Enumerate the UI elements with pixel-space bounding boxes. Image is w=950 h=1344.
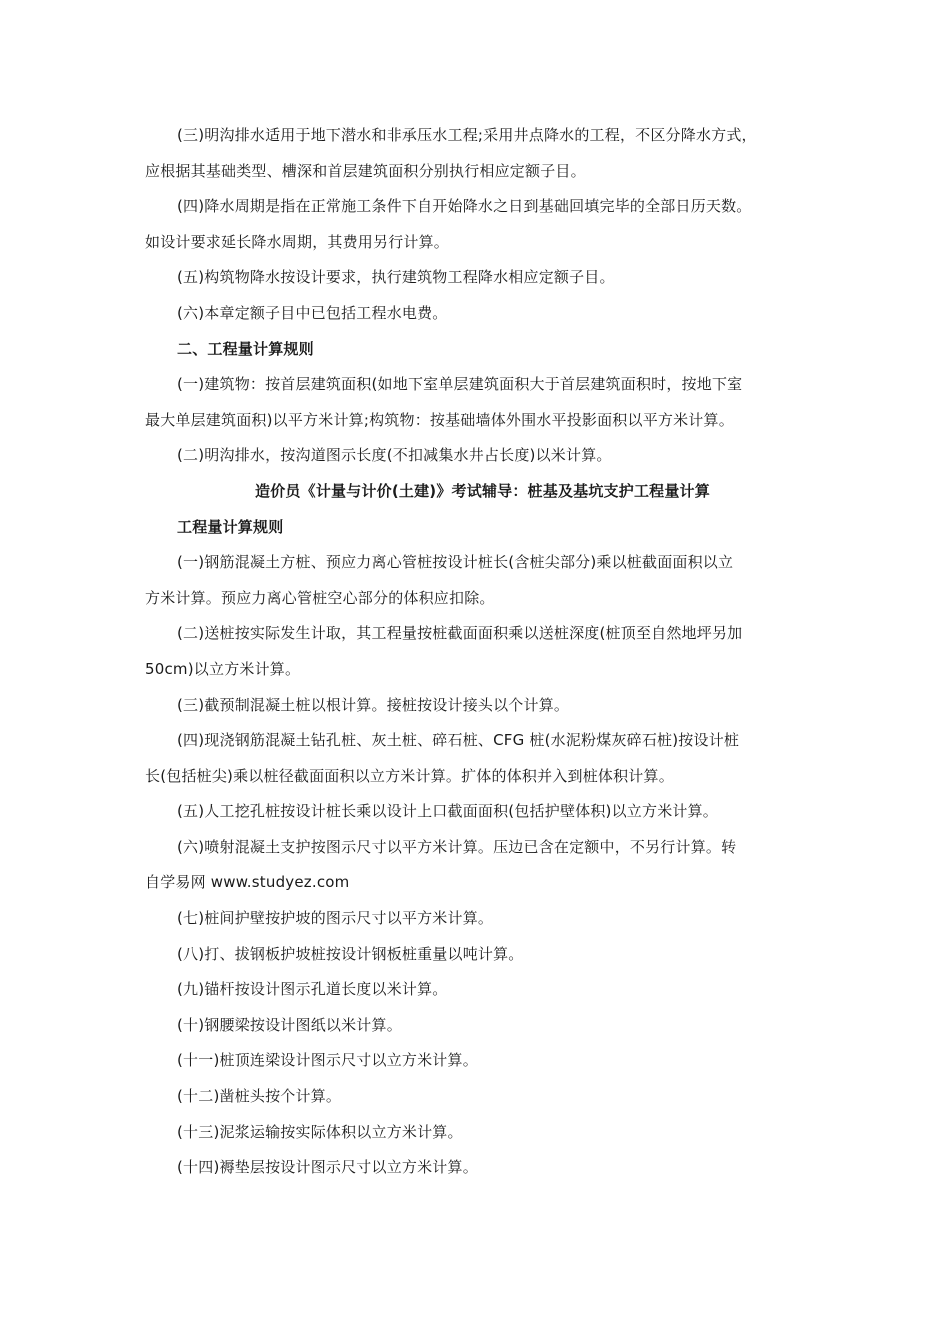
- section-heading: 二、工程量计算规则: [177, 339, 314, 358]
- para-line: (四)降水周期是指在正常施工条件下自开始降水之日到基础回填完毕的全部日历天数。: [177, 197, 752, 216]
- para-line: (三)明沟排水适用于地下潜水和非承压水工程;采用井点降水的工程，不区分降水方式，: [177, 126, 757, 144]
- para-line: (三)截预制混凝土桩以根计算。接桩按设计接头以个计算。: [177, 695, 570, 714]
- para-line: (十三)泥浆运输按实际体积以立方米计算。: [177, 1122, 463, 1141]
- para-line: (一)钢筋混凝土方桩、预应力离心管桩按设计桩长(含桩尖部分)乘以桩截面面积以立: [177, 553, 734, 572]
- source-line: 自学易网 www.studyez.com: [145, 873, 350, 892]
- para-line: 如设计要求延长降水周期，其费用另行计算。: [145, 232, 450, 251]
- para-line: 长(包括桩尖)乘以桩径截面面积以立方米计算。扩体的体积并入到桩体积计算。: [145, 766, 674, 785]
- para-line: 最大单层建筑面积)以平方米计算;构筑物：按基础墙体外围水平投影面积以平方米计算。: [145, 410, 734, 429]
- para-line: 应根据其基础类型、槽深和首层建筑面积分别执行相应定额子目。: [145, 161, 586, 180]
- para-line: (十四)褥垫层按设计图示尺寸以立方米计算。: [177, 1158, 478, 1177]
- para-line: (一)建筑物：按首层建筑面积(如地下室单层建筑面积大于首层建筑面积时，按地下室: [177, 375, 743, 394]
- para-line: (二)送桩按实际发生计取，其工程量按桩截面面积乘以送桩深度(桩顶至自然地坪另加: [177, 624, 743, 643]
- para-line: (四)现浇钢筋混凝土钻孔桩、灰土桩、碎石桩、CFG 桩(水泥粉煤灰碎石桩)按设计桩: [177, 731, 740, 750]
- para-line: (八)打、拔钢板护坡桩按设计钢板桩重量以吨计算。: [177, 944, 524, 963]
- para-line: 50cm)以立方米计算。: [145, 659, 301, 678]
- para-line: (七)桩间护壁按护坡的图示尺寸以平方米计算。: [177, 909, 494, 928]
- document-page: [145, 118, 810, 1186]
- para-line: (二)明沟排水，按沟道图示长度(不扣减集水井占长度)以米计算。: [177, 446, 612, 465]
- article-title: 造价员《计量与计价(土建)》考试辅导：桩基及基坑支护工程量计算: [255, 481, 710, 500]
- para-line: (六)喷射混凝土支护按图示尺寸以平方米计算。压边已含在定额中，不另行计算。转: [177, 837, 737, 856]
- para-line: (九)锚杆按设计图示孔道长度以米计算。: [177, 980, 448, 999]
- para-line: (十二)凿桩头按个计算。: [177, 1087, 342, 1106]
- para-line: (六)本章定额子目中已包括工程水电费。: [177, 303, 448, 322]
- section-heading: 工程量计算规则: [177, 517, 284, 536]
- para-line: 方米计算。预应力离心管桩空心部分的体积应扣除。: [145, 588, 495, 607]
- para-line: (十一)桩顶连梁设计图示尺寸以立方米计算。: [177, 1051, 478, 1070]
- para-line: (五)构筑物降水按设计要求，执行建筑物工程降水相应定额子目。: [177, 268, 615, 287]
- para-line: (十)钢腰梁按设计图纸以米计算。: [177, 1015, 402, 1034]
- para-line: (五)人工挖孔桩按设计桩长乘以设计上口截面面积(包括护壁体积)以立方米计算。: [177, 802, 719, 821]
